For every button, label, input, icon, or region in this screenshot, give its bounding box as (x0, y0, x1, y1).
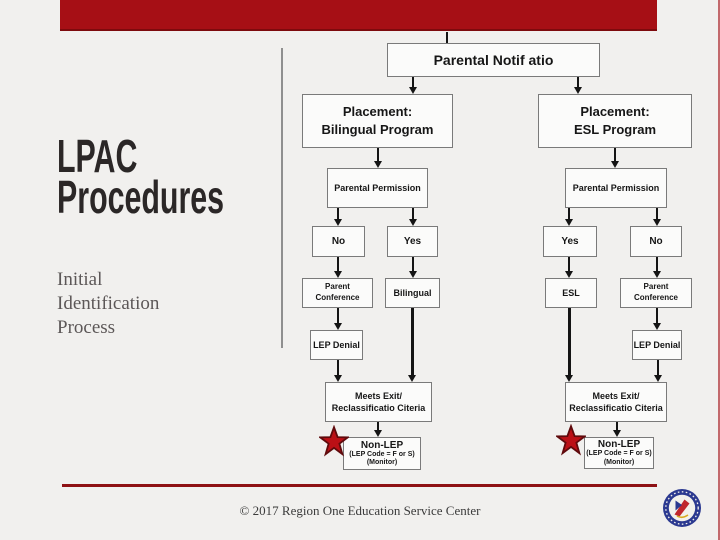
flow-box-label: Meets Exit/ (354, 390, 403, 401)
arrowhead-icon (409, 271, 417, 278)
flow-box-label: ESL (562, 287, 580, 298)
subtitle (57, 268, 159, 340)
arrowhead-icon (565, 375, 573, 382)
flow-box-label: ESL Program (573, 122, 657, 137)
flow-box-meets-exit-right (565, 382, 667, 422)
arrowhead-icon (334, 219, 342, 226)
arrowhead-icon (334, 375, 342, 382)
flow-arrow (657, 360, 659, 375)
flow-box-label: Parental Permission (334, 182, 421, 193)
title-line: LPAC (57, 130, 138, 182)
flow-box-label: Reclassificatio Citeria (331, 403, 426, 413)
arrowhead-icon (574, 87, 582, 94)
arrowhead-icon (653, 271, 661, 278)
flow-box-label: (LEP Code = F or S) (349, 450, 415, 458)
flow-box-label: Bilingual (393, 287, 432, 298)
flow-box-bilingual (385, 278, 440, 308)
flow-box-label: Parental Notif atio (433, 51, 554, 68)
arrowhead-icon (653, 323, 661, 330)
flow-box-label: Parent Conference (633, 282, 678, 302)
arrowhead-icon (374, 430, 382, 437)
flow-box-label: Meets Exit/ (592, 390, 640, 401)
flow-box-label: Non-LEP (597, 439, 641, 450)
vertical-divider (281, 48, 283, 348)
subtitle-line: Identification (57, 293, 160, 314)
flow-arrow (568, 208, 570, 219)
flow-box-nonlep-left (343, 437, 421, 470)
arrowhead-icon (611, 161, 619, 168)
arrowhead-icon (409, 219, 417, 226)
flow-arrow (656, 308, 658, 323)
flow-box-no-right (630, 226, 682, 257)
star-icon (319, 425, 349, 457)
flow-box-label: Placement: (342, 104, 413, 120)
flow-arrow (568, 257, 570, 271)
flow-box-yes-right (543, 226, 597, 257)
flow-arrow (412, 257, 414, 271)
flow-box-parental-permission-left (327, 168, 428, 208)
flow-box-label: Bilingual Program (321, 122, 434, 137)
flow-box-no-left (312, 226, 365, 257)
page-title (57, 130, 225, 223)
flow-arrow (337, 208, 339, 219)
top-red-bar (60, 0, 657, 31)
flow-box-label: (LEP Code = F or S) (586, 450, 652, 457)
flow-arrow (337, 308, 339, 323)
flow-box-label: Non-LEP (360, 439, 404, 451)
flow-box-label: (Monitor) (366, 459, 398, 466)
flow-box-parental-notification (387, 43, 600, 77)
flow-box-placement-esl (538, 94, 692, 148)
flow-box-label: No (649, 235, 663, 247)
flow-stub-line (446, 32, 448, 43)
arrowhead-icon (613, 430, 621, 437)
flow-box-label: LEP Denial (313, 339, 360, 350)
arrowhead-icon (409, 87, 417, 94)
arrowhead-icon (408, 375, 416, 382)
footer-divider-line (62, 484, 657, 487)
subtitle-line: Process (57, 317, 116, 338)
star-icon (556, 424, 586, 456)
flow-box-parent-conference-left (302, 278, 373, 308)
flow-box-lep-denial-left (310, 330, 363, 360)
flow-box-lep-denial-right (632, 330, 682, 360)
flow-box-label: Placement: (580, 104, 650, 120)
arrowhead-icon (334, 271, 342, 278)
flow-box-label: (Monitor) (603, 458, 635, 466)
flow-box-yes-left (387, 226, 438, 257)
flow-box-esl (545, 278, 597, 308)
flow-box-parent-conference-right (620, 278, 692, 308)
flow-arrow (656, 208, 658, 219)
flow-box-label: Reclassificatio Citeria (569, 403, 663, 413)
flow-box-label: No (331, 235, 346, 247)
flow-box-meets-exit-left (325, 382, 432, 422)
flow-box-label: Yes (403, 235, 422, 247)
flow-box-placement-bilingual (302, 94, 453, 148)
flow-box-parental-permission-right (565, 168, 667, 208)
flow-box-label: Yes (561, 235, 579, 247)
flow-box-label: LEP Denial (633, 339, 681, 350)
flow-arrow (337, 257, 339, 271)
subtitle-line: Initial (57, 269, 103, 290)
flow-arrow (568, 308, 571, 375)
flow-arrow (377, 148, 379, 161)
flow-arrow (337, 360, 339, 375)
flow-arrow (614, 148, 616, 161)
arrowhead-icon (653, 219, 661, 226)
arrowhead-icon (654, 375, 662, 382)
arrowhead-icon (565, 219, 573, 226)
flow-arrow (411, 308, 414, 375)
arrowhead-icon (374, 161, 382, 168)
flow-box-nonlep-right (584, 437, 654, 469)
flow-box-label: Parent Conference (315, 282, 360, 302)
title-line: Procedures (57, 171, 225, 223)
arrowhead-icon (565, 271, 573, 278)
arrowhead-icon (334, 323, 342, 330)
footer-credit: © 2017 Region One Education Service Center (239, 503, 481, 518)
flow-box-label: Parental Permission (572, 182, 660, 193)
flow-arrow (412, 208, 414, 219)
flow-arrow (656, 257, 658, 271)
region-one-logo-icon (662, 488, 702, 528)
